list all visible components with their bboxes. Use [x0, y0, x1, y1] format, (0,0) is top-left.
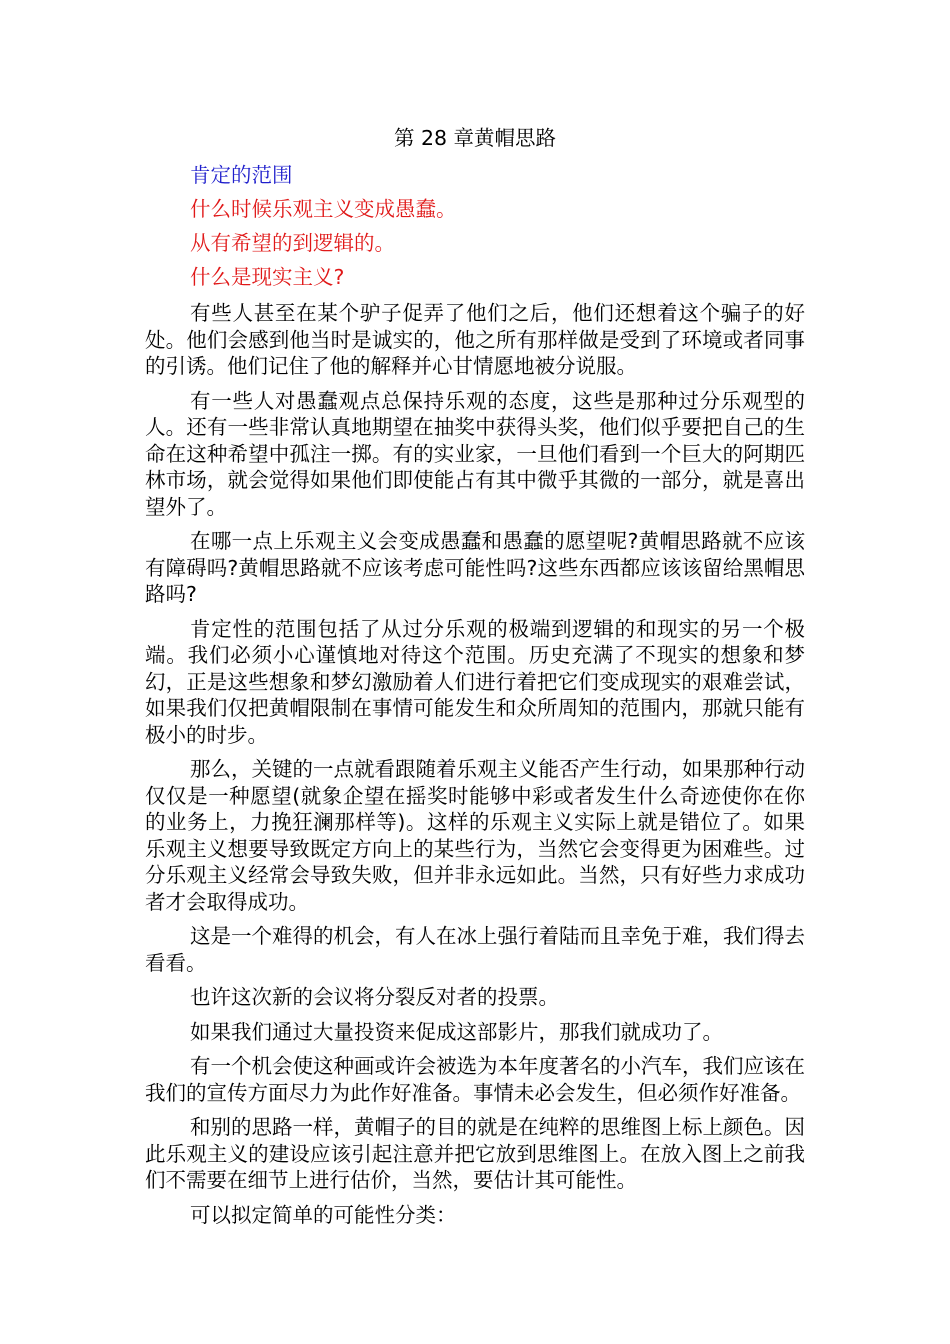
- paragraph: 也许这次新的会议将分裂反对者的投票。: [190, 985, 559, 1009]
- paragraph: 如果我们通过大量投资来促成这部影片，那我们就成功了。: [190, 1019, 723, 1044]
- paragraph: 在哪一点上乐观主义会变成愚蠢和愚蠢的愿望呢?黄帽思路就不应该有障碍吗?黄帽思路就不应该考虑可能性吗?这些东西都应该该留给黑帽思路吗?: [145, 529, 805, 606]
- heading-hope-to-logic: 从有希望的到逻辑的。: [190, 231, 395, 255]
- paragraph: 肯定性的范围包括了从过分乐观的极端到逻辑的和现实的另一个极端。我们必须小心谨慎地对待这个范围。历史充满了不现实的想象和梦幻，正是这些想象和梦幻激励着人们进行着把它们变成现实的艰难尝试，如果我们仅把黄帽限制在事情可能发生和众所周知的范围内，那就只能有极小的时步。: [145, 616, 805, 747]
- paragraph: 可以拟定简单的可能性分类：: [190, 1202, 457, 1227]
- paragraph: 这是一个难得的机会，有人在冰上强行着陆而且幸免于难，我们得去看看。: [145, 924, 805, 975]
- paragraph: 有些人甚至在某个驴子促弄了他们之后，他们还想着这个骗子的好处。他们会感到他当时是诚实的，他之所有那样做是受到了环境或者同事的引诱。他们记住了他的解释并心甘情愿地被分说服。: [145, 301, 805, 378]
- document-page: [145, 124, 805, 1236]
- paragraph: 有一些人对愚蠢观点总保持乐观的态度，这些是那种过分乐观型的人。还有一些非常认真地期望在抽奖中获得头奖，他们似乎要把自己的生命在这种希望中孤注一掷。有的实业家，一旦他们看到一个巨大的阿期匹林市场，就会觉得如果他们即使能占有其中微乎其微的一部分，就是喜出望外了。: [145, 388, 805, 519]
- chapter-title: 第 28 章黄帽思路: [393, 126, 557, 150]
- heading-optimism-folly: 什么时候乐观主义变成愚蠢。: [190, 197, 457, 221]
- heading-scope: 肯定的范围: [190, 163, 293, 187]
- paragraph: 那么，关键的一点就看跟随着乐观主义能否产生行动，如果那种行动仅仅是一种愿望(就象企望在摇奖时能够中彩或者发生什么奇迹使你在你的业务上，力挽狂澜那样等)。这样的乐观主义实际上就是错位了。如果乐观主义想要导致既定方向上的某些行为，当然它会变得更为困难些。过分乐观主义经常会导致失败，但并非永远如此。当然，只有好些力求成功者才会取得成功。: [145, 757, 805, 914]
- heading-realism: 什么是现实主义?: [190, 265, 345, 289]
- paragraph: 和别的思路一样，黄帽子的目的就是在纯粹的思维图上标上颜色。因此乐观主义的建设应该引起注意并把它放到思维图上。在放入图上之前我们不需要在细节上进行估价，当然，要估计其可能性。: [145, 1115, 805, 1192]
- paragraph: 有一个机会使这种画或许会被选为本年度著名的小汽车，我们应该在我们的宣传方面尽力为此作好准备。事情未必会发生，但必须作好准备。: [145, 1054, 805, 1105]
